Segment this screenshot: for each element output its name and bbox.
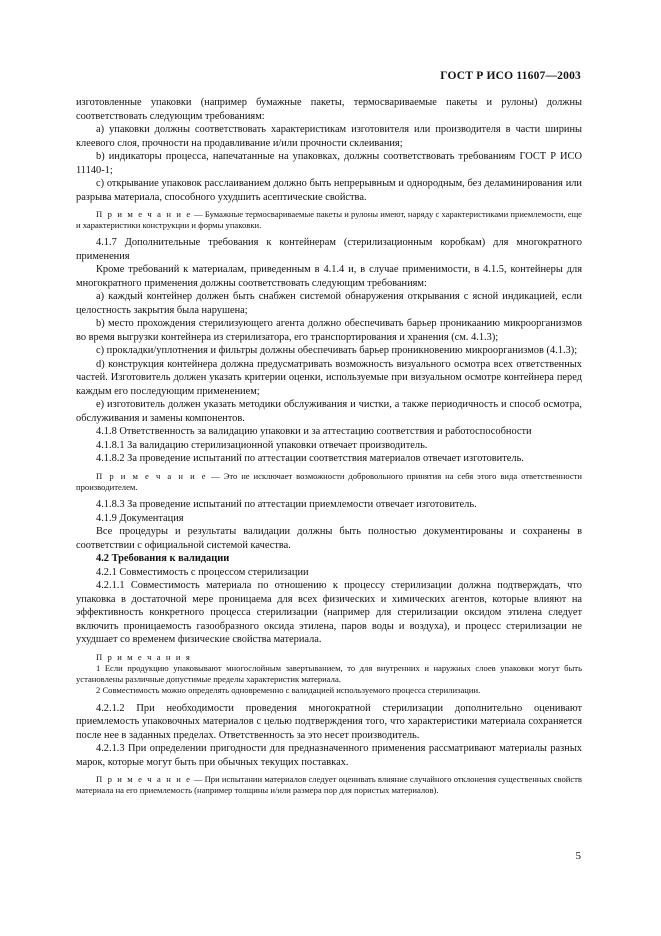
page-body — [76, 96, 582, 802]
paragraph: Все процедуры и результаты валидации должны быть полностью документированы и сохранены в соответствии с официальной системой качества. — [76, 526, 582, 551]
note — [76, 774, 582, 796]
note-label: П р и м е ч а н и я — [96, 651, 192, 662]
note: 2 Совместимость можно определять одновременно с валидацией используемого процесса стерилизации. — [96, 685, 481, 696]
list-item: d) конструкция контейнера должна предусматривать возможность визуального осмотра всех ответственных частей. Изготовитель должен указать критерии оценки, используемые при визуальном осмотре контейнера перед каждым его последующим применением; — [76, 358, 582, 397]
note — [76, 209, 582, 231]
list-item: e) изготовитель должен указать методики обслуживания и чистки, а также периодичность и способ осмотра, обслуживания и замены компонентов. — [76, 399, 582, 424]
note — [76, 471, 582, 493]
paragraph: 4.2.1.3 При определении пригодности для предназначенного применения рассматривают материалы разных марок, которые могут быть при обычных текущих поставках. — [76, 743, 582, 768]
list-item: b) место прохождения стерилизующего агента должно обеспечивать барьер проникаанию микроорганизмов во время выгрузки контейнера из стерилизатора, его транспортирования и хранения (см. 4.1.3); — [76, 318, 582, 343]
notes-label — [76, 652, 582, 663]
paragraph: Кроме требований к материалам, приведенным в 4.1.4 и, в случае применимости, в 4.1.5, контейнеры для многократного применения должны соответствовать следующим требованиям: — [76, 264, 582, 289]
paragraph: изготовленные упаковки (например бумажные пакеты, термосвариваемые пакеты и рулоны) должны соответствовать следующим требованиям: — [76, 97, 582, 122]
list-item: b) индикаторы процесса, напечатанные на упаковках, должны соответствовать требованиям ГОСТ Р ИСО 11140-1; — [76, 151, 582, 176]
paragraph: 4.1.8.3 За проведение испытаний по аттестации приемлемости отвечает изготовитель. — [96, 499, 477, 511]
note: 1 Если продукцию упаковывают многослойным завертыванием, то для внутренних и наружных слоев упаковки могут быть установлены различные допустимые пределы характеристик материала. — [76, 663, 582, 685]
list-item: c) прокладки/уплотнения и фильтры должны обеспечивать барьер проникновению микроорганизмов (4.1.3); — [96, 345, 578, 357]
paragraph: 4.1.8.2 За проведение испытаний по аттестации соответствия материалов отвечает изготовитель. — [96, 453, 524, 465]
list-item: а) каждый контейнер должен быть снабжен системой обнаружения открывания с ясной индикацией, если целостность закрытия была нарушена; — [76, 291, 582, 316]
note-text: — При испытании материалов следует оценивать влияние случайного отклонения существенных свойств материала на его приемлемость (например толщины и/или размера пор для пористых материалов). — [76, 774, 582, 796]
paragraph: 4.2.1.2 При необходимости проведения многократной стерилизации дополнительно оценивают приемлемость упаковочных материалов с целью подтверждения того, что характеристики материала сохраняется после нее в заданных пределах. Ответственность за это несет производитель. — [76, 702, 582, 741]
paragraph: 4.2.1.1 Совместимость материала по отношению к процессу стерилизации должна подтверждать, что упаковка в достаточной мере проницаема для всех физических и химических агентов, которые влияют на эффективность конкретного процесса стерилизации (например для стерилизации оксидом этилена следует включить проницаемость газообразного оксида этилена, паров воды и воздуха), и процесс стерилизации не ухудшает со временем физические свойства материала. — [76, 580, 582, 646]
note-text: — Бумажные термосвариваемые пакеты и рулоны имеют, наряду с характеристиками приемлемости, еще и характеристики конструкции и формы упаковки. — [76, 209, 582, 231]
section-heading: 4.1.8 Ответственность за валидацию упаковки и за аттестацию соответствия и работоспособности — [96, 426, 532, 438]
list-item: а) упаковки должны соответствовать характеристикам изготовителя или производителя в части ширины клеевого слоя, прочности на продавливание и/или прочности склеивания; — [76, 124, 582, 149]
list-item: c) открывание упаковок расслаиванием должно быть непрерывным и однородным, без деламинирования или разрыва материала, способного ухудшить асептические свойства. — [76, 178, 582, 203]
document-code-header: ГОСТ Р ИСО 11607—2003 — [440, 70, 581, 82]
section-heading: 4.2.1 Совместимость с процессом стерилизации — [96, 566, 309, 578]
note-text: — Это не исключает возможности добровольного принятия на себя этого вида ответственности производителем. — [76, 470, 582, 493]
paragraph: 4.1.8.1 За валидацию стерилизационной упаковки отвечает производитель. — [96, 439, 428, 451]
section-heading: 4.1.9 Документация — [96, 512, 184, 524]
note-label: П р и м е ч а н и е — [96, 470, 208, 481]
section-heading: 4.2 Требования к валидации — [96, 553, 230, 565]
note-label: П р и м е ч а н и е — [96, 774, 192, 785]
page-number: 5 — [575, 850, 581, 862]
section-heading: 4.1.7 Дополнительные требования к контейнерам (стерилизационным коробкам) для многократного применения — [76, 237, 582, 262]
note-label: П р и м е ч а н и е — [96, 209, 192, 219]
